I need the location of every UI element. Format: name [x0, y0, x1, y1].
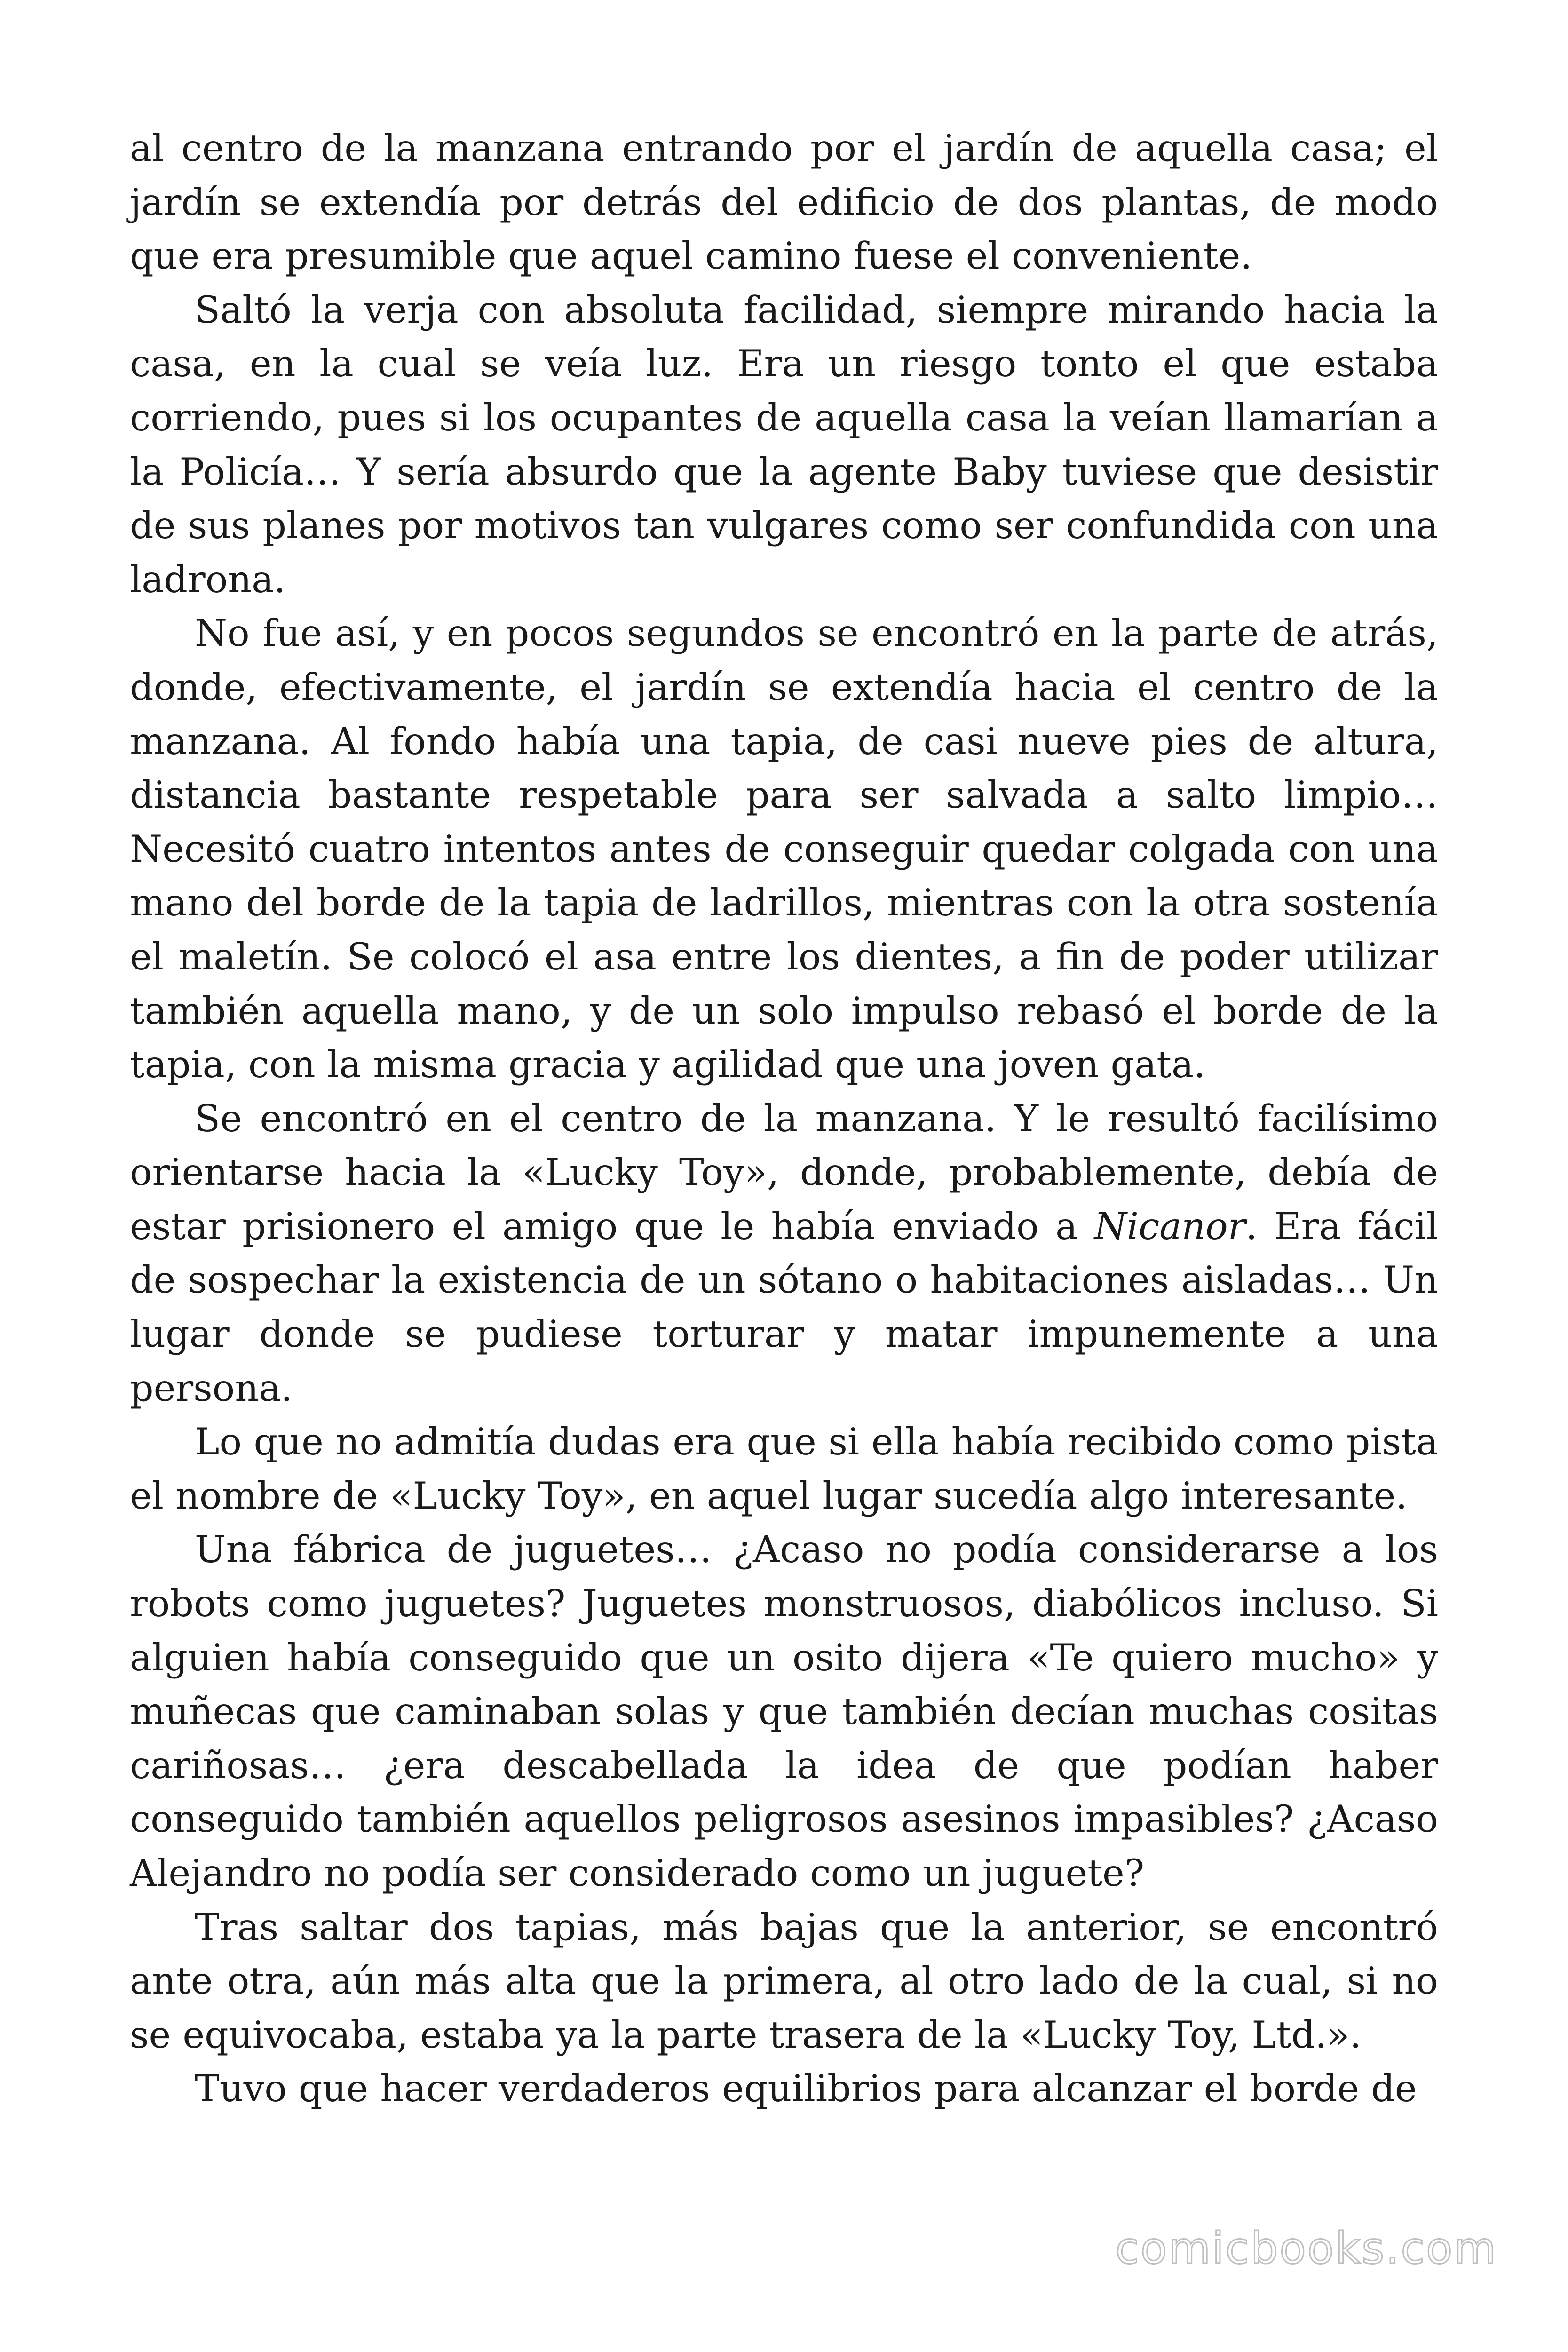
paragraph-4-text-b: . Era fácil de sospechar la existencia de un sótano o habitaciones aisladas… Un lugar donde se pudiese torturar y matar impunemente a una persona.	[130, 1204, 1439, 1410]
paragraph-2: Saltó la verja con absoluta facilidad, siempre mirando hacia la casa, en la cual se veía luz. Era un riesgo tonto el que estaba corriendo, pues si los ocupantes de aquella casa la veían llamarían a la Policía… Y sería absurdo que la agente Baby tuviese que desistir de sus planes por motivos tan vulgares como ser confundida con una ladrona.	[130, 288, 1438, 601]
page-body	[130, 121, 1438, 2116]
paragraph-5: Lo que no admitía dudas era que si ella había recibido como pista el nombre de «Lucky Toy», en aquel lugar sucedía algo interesante.	[130, 1420, 1438, 1518]
paragraph-4-text-a: Se encontró en el centro de la manzana. Y le resultó facilísimo orientarse hacia la «Lucky Toy», donde, probablemente, debía de estar prisionero el amigo que le había enviado a	[130, 1097, 1438, 1248]
paragraph-1: al centro de la manzana entrando por el jardín de aquella casa; el jardín se extendía por detrás del edificio de dos plantas, de modo que era presumible que aquel camino fuese el conveniente.	[130, 127, 1438, 278]
paragraph-4-italic: Nicanor	[1094, 1204, 1246, 1248]
paragraph-3: No fue así, y en pocos segundos se encontró en la parte de atrás, donde, efectivamente, el jardín se extendía hacia el centro de la manzana. Al fondo había una tapia, de casi nueve pies de altura, distancia bastante respetable para ser salvada a salto limpio… Necesitó cuatro intentos antes de conseguir quedar colgada con una mano del borde de la tapia de ladrillos, mientras con la otra sostenía el maletín. Se colocó el asa entre los dientes, a fin de poder utilizar también aquella mano, y de un solo impulso rebasó el borde de la tapia, con la misma gracia y agilidad que una joven gata.	[130, 612, 1438, 1087]
watermark: comicbooks.com	[1115, 2223, 1497, 2273]
paragraph-6: Una fábrica de juguetes… ¿Acaso no podía considerarse a los robots como juguetes? Juguetes monstruosos, diabólicos incluso. Si alguien había conseguido que un osito dijera «Te quiero mucho» y muñecas que caminaban solas y que también decían muchas cositas cariñosas… ¿era descabellada la idea de que podían haber conseguido también aquellos peligrosos asesinos impasibles? ¿Acaso Alejandro no podía ser considerado como un juguete?	[130, 1528, 1438, 1895]
paragraph-8: Tuvo que hacer verdaderos equilibrios para alcanzar el borde de	[195, 2067, 1417, 2111]
paragraph-4	[130, 1092, 1438, 1415]
paragraph-7: Tras saltar dos tapias, más bajas que la anterior, se encontró ante otra, aún más alta que la primera, al otro lado de la cual, si no se equivocaba, estaba ya la parte trasera de la «Lucky Toy, Ltd.».	[130, 1905, 1438, 2057]
